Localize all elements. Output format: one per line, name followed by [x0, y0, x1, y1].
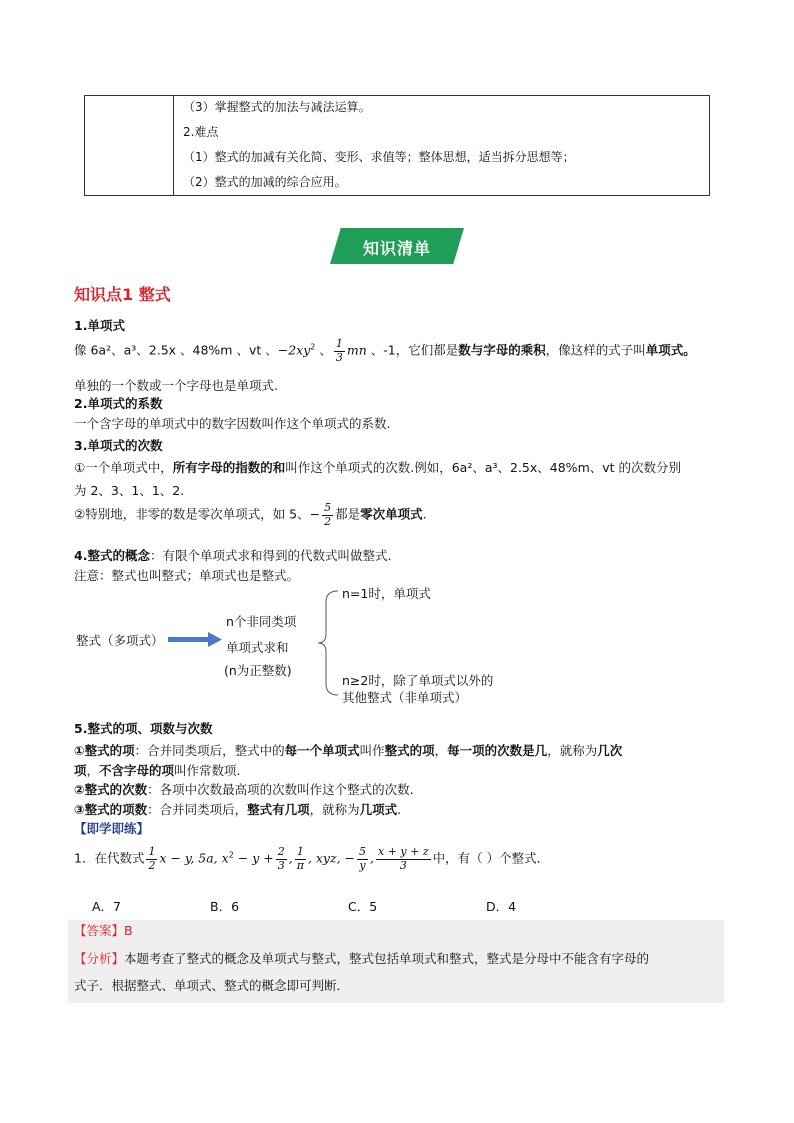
banner-text: 知识清单	[362, 239, 431, 258]
arrow-right-icon	[168, 630, 222, 650]
s5-p2: ②整式的次数：各项中次数最高项的次数叫作这个整式的次数.	[74, 782, 414, 797]
fraction: $\frac{1}{3}$	[335, 337, 343, 364]
diagram-mid2: 单项式求和	[226, 640, 289, 655]
s5-p1: ①整式的项：合并同类项后，整式中的每一个单项式叫作整式的项，每一项的次数是几，就称为几次	[74, 743, 623, 758]
choice-d[interactable]: D．4	[486, 899, 517, 914]
objectives-table	[84, 95, 710, 196]
table-divider	[173, 96, 174, 195]
diagram-left-label: 整式（多项式）	[76, 633, 164, 648]
diagram-bottom1: n≥2时，除了单项式以外的	[342, 673, 494, 688]
brace-icon	[312, 588, 342, 698]
answer-line: 【答案】B	[74, 923, 133, 938]
s3-line1: ①一个单项式中，所有字母的指数的和叫作这个单项式的次数.例如，6a²、a³、2.5x、48%m、vt 的次数分别	[74, 460, 682, 475]
s5-title: 5.整式的项、项数与次数	[74, 721, 213, 736]
s1-line1: 像 6a²、a³、2.5x 、48%m 、vt 、$-2xy^2$ 、 $\frac{1}{3}$ mn 、-1，它们都是数与字母的乘积，像这样的式子叫单项式。	[74, 337, 696, 364]
s3-line2: 为 2、3、1、1、2.	[74, 483, 185, 498]
s4-title: 4.整式的概念：有限个单项式求和得到的代数式叫做整式.	[74, 548, 392, 563]
practice-label: 【即学即练】	[74, 821, 150, 836]
choice-a[interactable]: A．7	[92, 899, 122, 914]
s2-line: 一个含字母的单项式中的数字因数叫作这个单项式的系数.	[74, 416, 391, 431]
table-line: （1）整式的加减有关化简、变形、求值等；整体思想，适当拆分思想等；	[183, 150, 575, 164]
section-banner	[330, 228, 464, 264]
diagram-mid3: (n为正整数)	[224, 663, 292, 678]
section-title: 知识点1 整式	[74, 285, 171, 304]
s1-line2: 单独的一个数或一个字母也是单项式.	[74, 378, 278, 393]
analysis-line1: 【分析】本题考查了整式的概念及单项式与整式，整式包括单项式和整式，整式是分母中不能含有字母的	[74, 951, 650, 966]
s3-line3: ②特别地，非零的数是零次单项式，如 5、− $\frac{5}{2}$ 都是零次单项式.	[74, 501, 427, 528]
s4-note: 注意：整式也叫整式；单项式也是整式。	[74, 568, 300, 583]
analysis-line2: 式子．根据整式、单项式、整式的概念即可判断．	[74, 978, 350, 993]
diagram-bottom2: 其他整式（非单项式）	[342, 690, 468, 705]
question-1: 1．在代数式 $\frac{1}{2}$ x − y, 5a, $x^2 - y$ + $\frac{2}{3}$ , $\frac{1}{\pi}$ , xyz, − $\frac{5}{y}$ , $\frac{x + y + z}{3}$ 中，有（ ）个整式．	[74, 845, 550, 872]
s1-title: 1.单项式	[74, 318, 125, 333]
table-line: （2）整式的加减的综合应用。	[183, 175, 347, 189]
s2-title: 2.单项式的系数	[74, 396, 163, 411]
diagram-top: n=1时，单项式	[342, 586, 431, 601]
choice-b[interactable]: B．6	[210, 899, 240, 914]
fraction: $\frac{5}{2}$	[324, 501, 332, 528]
table-line: 2.难点	[183, 125, 219, 139]
s5-p3: ③整式的项数：合并同类项后，整式有几项，就称为几项式.	[74, 802, 402, 817]
s3-title: 3.单项式的次数	[74, 438, 163, 453]
diagram-mid1: n个非同类项	[226, 614, 297, 629]
choice-c[interactable]: C．5	[348, 899, 378, 914]
table-line: （3）掌握整式的加法与减法运算。	[183, 100, 371, 114]
s5-p1-line2: 项，不含字母的项叫作常数项.	[74, 763, 241, 778]
